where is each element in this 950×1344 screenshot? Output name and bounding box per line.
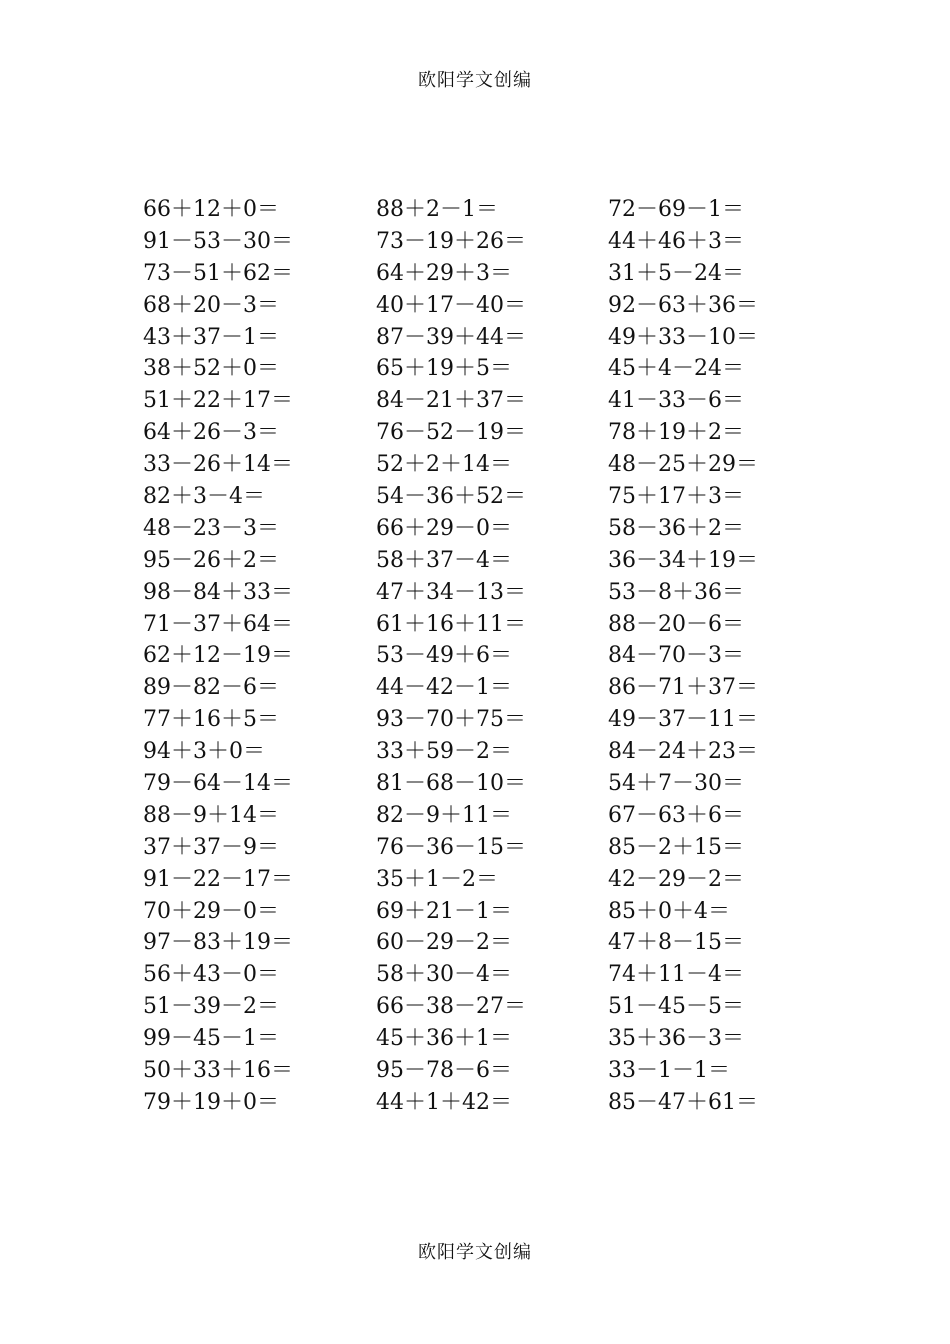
math-problem: 58－36＋2＝ xyxy=(608,515,744,541)
math-problem: 68＋20－3＝ xyxy=(143,292,279,318)
math-problem: 75＋17＋3＝ xyxy=(608,484,744,510)
math-problem: 95－78－6＝ xyxy=(376,1058,512,1084)
math-problem: 43＋37－1＝ xyxy=(143,324,279,350)
math-problem: 98－84＋33＝ xyxy=(143,579,293,605)
math-problem: 51－45－5＝ xyxy=(608,994,744,1020)
math-problem: 54－36＋52＝ xyxy=(376,484,526,510)
math-problem: 97－83＋19＝ xyxy=(143,930,293,956)
math-problem: 53－8＋36＝ xyxy=(608,579,744,605)
problem-column-3 xyxy=(608,194,838,1119)
math-problem: 44＋46＋3＝ xyxy=(608,228,744,254)
math-problem: 86－71＋37＝ xyxy=(608,675,758,701)
math-problem: 99－45－1＝ xyxy=(143,1026,279,1052)
math-problem: 92－63＋36＝ xyxy=(608,292,758,318)
math-problem: 84－24＋23＝ xyxy=(608,739,758,765)
page-footer: 欧阳学文创编 xyxy=(418,1242,532,1263)
math-problem: 67－63＋6＝ xyxy=(608,802,744,828)
page-header: 欧阳学文创编 xyxy=(418,70,532,91)
math-problem: 84－21＋37＝ xyxy=(376,388,526,414)
math-problem: 73－19＋26＝ xyxy=(376,228,526,254)
math-problem: 54＋7－30＝ xyxy=(608,771,744,797)
problem-column-1 xyxy=(143,194,373,1119)
math-problem: 33－26＋14＝ xyxy=(143,452,293,478)
math-problem: 66＋29－0＝ xyxy=(376,515,512,541)
math-problem: 79－64－14＝ xyxy=(143,771,293,797)
math-problem: 89－82－6＝ xyxy=(143,675,279,701)
math-problem: 81－68－10＝ xyxy=(376,771,526,797)
math-problem: 88－9＋14＝ xyxy=(143,802,279,828)
math-problem: 79＋19＋0＝ xyxy=(143,1089,279,1115)
math-problem: 88＋2－1＝ xyxy=(376,197,498,222)
math-problem: 38＋52＋0＝ xyxy=(143,356,279,382)
math-problem: 76－36－15＝ xyxy=(376,834,526,860)
math-problem: 44＋1＋42＝ xyxy=(376,1089,512,1115)
math-problem: 85－47＋61＝ xyxy=(608,1089,758,1115)
math-problem: 58＋30－4＝ xyxy=(376,962,512,988)
math-problem: 77＋16＋5＝ xyxy=(143,707,279,733)
math-problem: 47＋34－13＝ xyxy=(376,579,526,605)
math-problem: 84－70－3＝ xyxy=(608,643,744,669)
math-problem: 72－69－1＝ xyxy=(608,197,744,222)
math-problem: 93－70＋75＝ xyxy=(376,707,526,733)
math-problem: 35＋1－2＝ xyxy=(376,866,498,892)
math-problem: 49－37－11＝ xyxy=(608,707,758,733)
math-problem: 64＋29＋3＝ xyxy=(376,260,512,286)
math-problem: 50＋33＋16＝ xyxy=(143,1058,293,1084)
math-problem: 53－49＋6＝ xyxy=(376,643,512,669)
math-problem: 88－20－6＝ xyxy=(608,611,744,637)
math-problem: 51＋22＋17＝ xyxy=(143,388,293,414)
math-problem: 94＋3＋0＝ xyxy=(143,739,265,765)
math-problem: 41－33－6＝ xyxy=(608,388,744,414)
math-problem: 40＋17－40＝ xyxy=(376,292,526,318)
math-problem: 85＋0＋4＝ xyxy=(608,898,730,924)
math-problem: 60－29－2＝ xyxy=(376,930,512,956)
math-problem: 74＋11－4＝ xyxy=(608,962,744,988)
math-problem: 33＋59－2＝ xyxy=(376,739,512,765)
math-problem: 87－39＋44＝ xyxy=(376,324,526,350)
problem-grid xyxy=(143,194,843,1154)
math-problem: 82＋3－4＝ xyxy=(143,484,265,510)
math-problem: 45＋4－24＝ xyxy=(608,356,744,382)
math-problem: 91－53－30＝ xyxy=(143,228,293,254)
math-problem: 48－25＋29＝ xyxy=(608,452,758,478)
math-problem: 85－2＋15＝ xyxy=(608,834,744,860)
math-problem: 31＋5－24＝ xyxy=(608,260,744,286)
math-problem: 58＋37－4＝ xyxy=(376,547,512,573)
math-problem: 65＋19＋5＝ xyxy=(376,356,512,382)
math-problem: 51－39－2＝ xyxy=(143,994,279,1020)
math-problem: 91－22－17＝ xyxy=(143,866,293,892)
math-problem: 62＋12－19＝ xyxy=(143,643,293,669)
math-problem: 56＋43－0＝ xyxy=(143,962,279,988)
problem-column-2 xyxy=(376,194,606,1119)
math-problem: 76－52－19＝ xyxy=(376,420,526,446)
math-problem: 48－23－3＝ xyxy=(143,515,279,541)
math-problem: 73－51＋62＝ xyxy=(143,260,293,286)
math-problem: 35＋36－3＝ xyxy=(608,1026,744,1052)
math-problem: 37＋37－9＝ xyxy=(143,834,279,860)
math-problem: 49＋33－10＝ xyxy=(608,324,758,350)
math-problem: 66＋12＋0＝ xyxy=(143,197,279,222)
math-problem: 95－26＋2＝ xyxy=(143,547,279,573)
math-problem: 61＋16＋11＝ xyxy=(376,611,526,637)
math-problem: 69＋21－1＝ xyxy=(376,898,512,924)
math-problem: 78＋19＋2＝ xyxy=(608,420,744,446)
math-problem: 66－38－27＝ xyxy=(376,994,526,1020)
math-problem: 44－42－1＝ xyxy=(376,675,512,701)
math-problem: 71－37＋64＝ xyxy=(143,611,293,637)
math-problem: 33－1－1＝ xyxy=(608,1058,730,1084)
math-problem: 52＋2＋14＝ xyxy=(376,452,512,478)
math-problem: 70＋29－0＝ xyxy=(143,898,279,924)
math-problem: 64＋26－3＝ xyxy=(143,420,279,446)
math-problem: 36－34＋19＝ xyxy=(608,547,758,573)
math-problem: 45＋36＋1＝ xyxy=(376,1026,512,1052)
math-problem: 47＋8－15＝ xyxy=(608,930,744,956)
math-problem: 82－9＋11＝ xyxy=(376,802,512,828)
math-problem: 42－29－2＝ xyxy=(608,866,744,892)
